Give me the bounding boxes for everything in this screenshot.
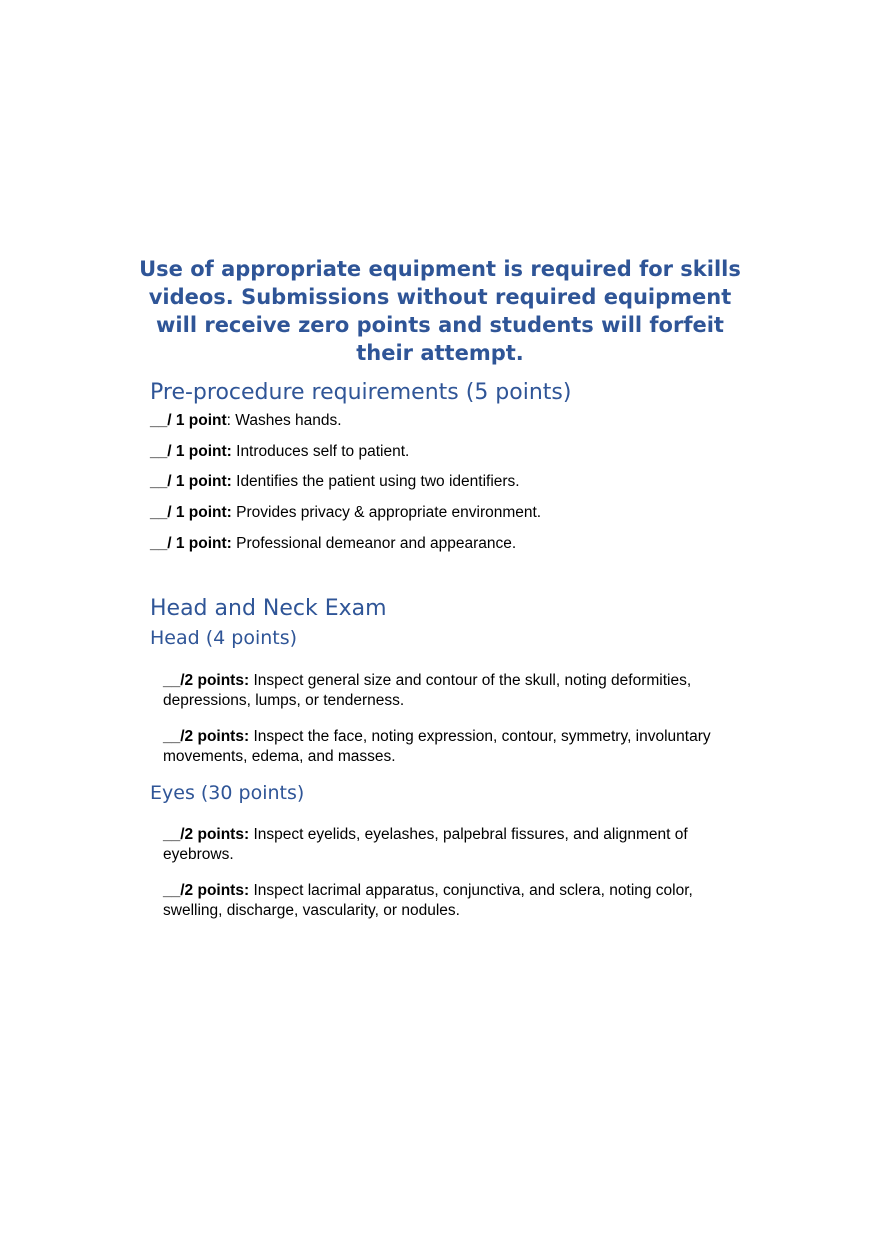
points-label: __/2 points: <box>163 882 250 899</box>
label-separator: : <box>226 412 231 429</box>
checklist-item <box>150 534 516 554</box>
points-label: __/2 points: <box>163 672 250 689</box>
points-label: __/ 1 point: <box>150 504 232 521</box>
equipment-notice: Use of appropriate equipment is required for skills videos. Submissions without required equipment will receive zero points and students will forfeit their attempt. <box>139 257 741 365</box>
points-label: __/2 points: <box>163 826 250 843</box>
checklist-item <box>163 825 723 865</box>
eyes-heading: Eyes (30 points) <box>150 782 305 804</box>
checklist-item <box>163 881 723 921</box>
item-text: Inspect the face, noting expression, contour, symmetry, involuntary movements, edema, and masses. <box>163 728 711 765</box>
item-text: Professional demeanor and appearance. <box>231 535 517 552</box>
item-text: Inspect general size and contour of the skull, noting deformities, depressions, lumps, or tenderness. <box>163 672 692 709</box>
points-label: __/ 1 point: <box>150 535 232 552</box>
exam-heading: Head and Neck Exam <box>150 596 387 621</box>
pre-procedure-heading: Pre-procedure requirements (5 points) <box>150 380 572 405</box>
item-text: Inspect eyelids, eyelashes, palpebral fissures, and alignment of eyebrows. <box>163 826 688 863</box>
checklist-item <box>163 727 723 767</box>
points-label: __/ 1 point <box>150 412 227 429</box>
item-text: Introduces self to patient. <box>231 443 410 460</box>
checklist-item <box>150 503 541 523</box>
points-label: __/2 points: <box>163 728 250 745</box>
checklist-item <box>163 671 723 711</box>
head-heading: Head (4 points) <box>150 627 298 649</box>
item-text: Provides privacy & appropriate environment. <box>231 504 542 521</box>
points-label: __/ 1 point: <box>150 443 232 460</box>
checklist-item <box>150 411 342 431</box>
item-text: Identifies the patient using two identifiers. <box>231 473 520 490</box>
points-label: __/ 1 point: <box>150 473 232 490</box>
checklist-item <box>150 472 520 492</box>
item-text: Inspect lacrimal apparatus, conjunctiva, and sclera, noting color, swelling, discharge, vascularity, or nodules. <box>163 882 693 919</box>
checklist-item <box>150 442 409 462</box>
item-text: Washes hands. <box>230 412 342 429</box>
